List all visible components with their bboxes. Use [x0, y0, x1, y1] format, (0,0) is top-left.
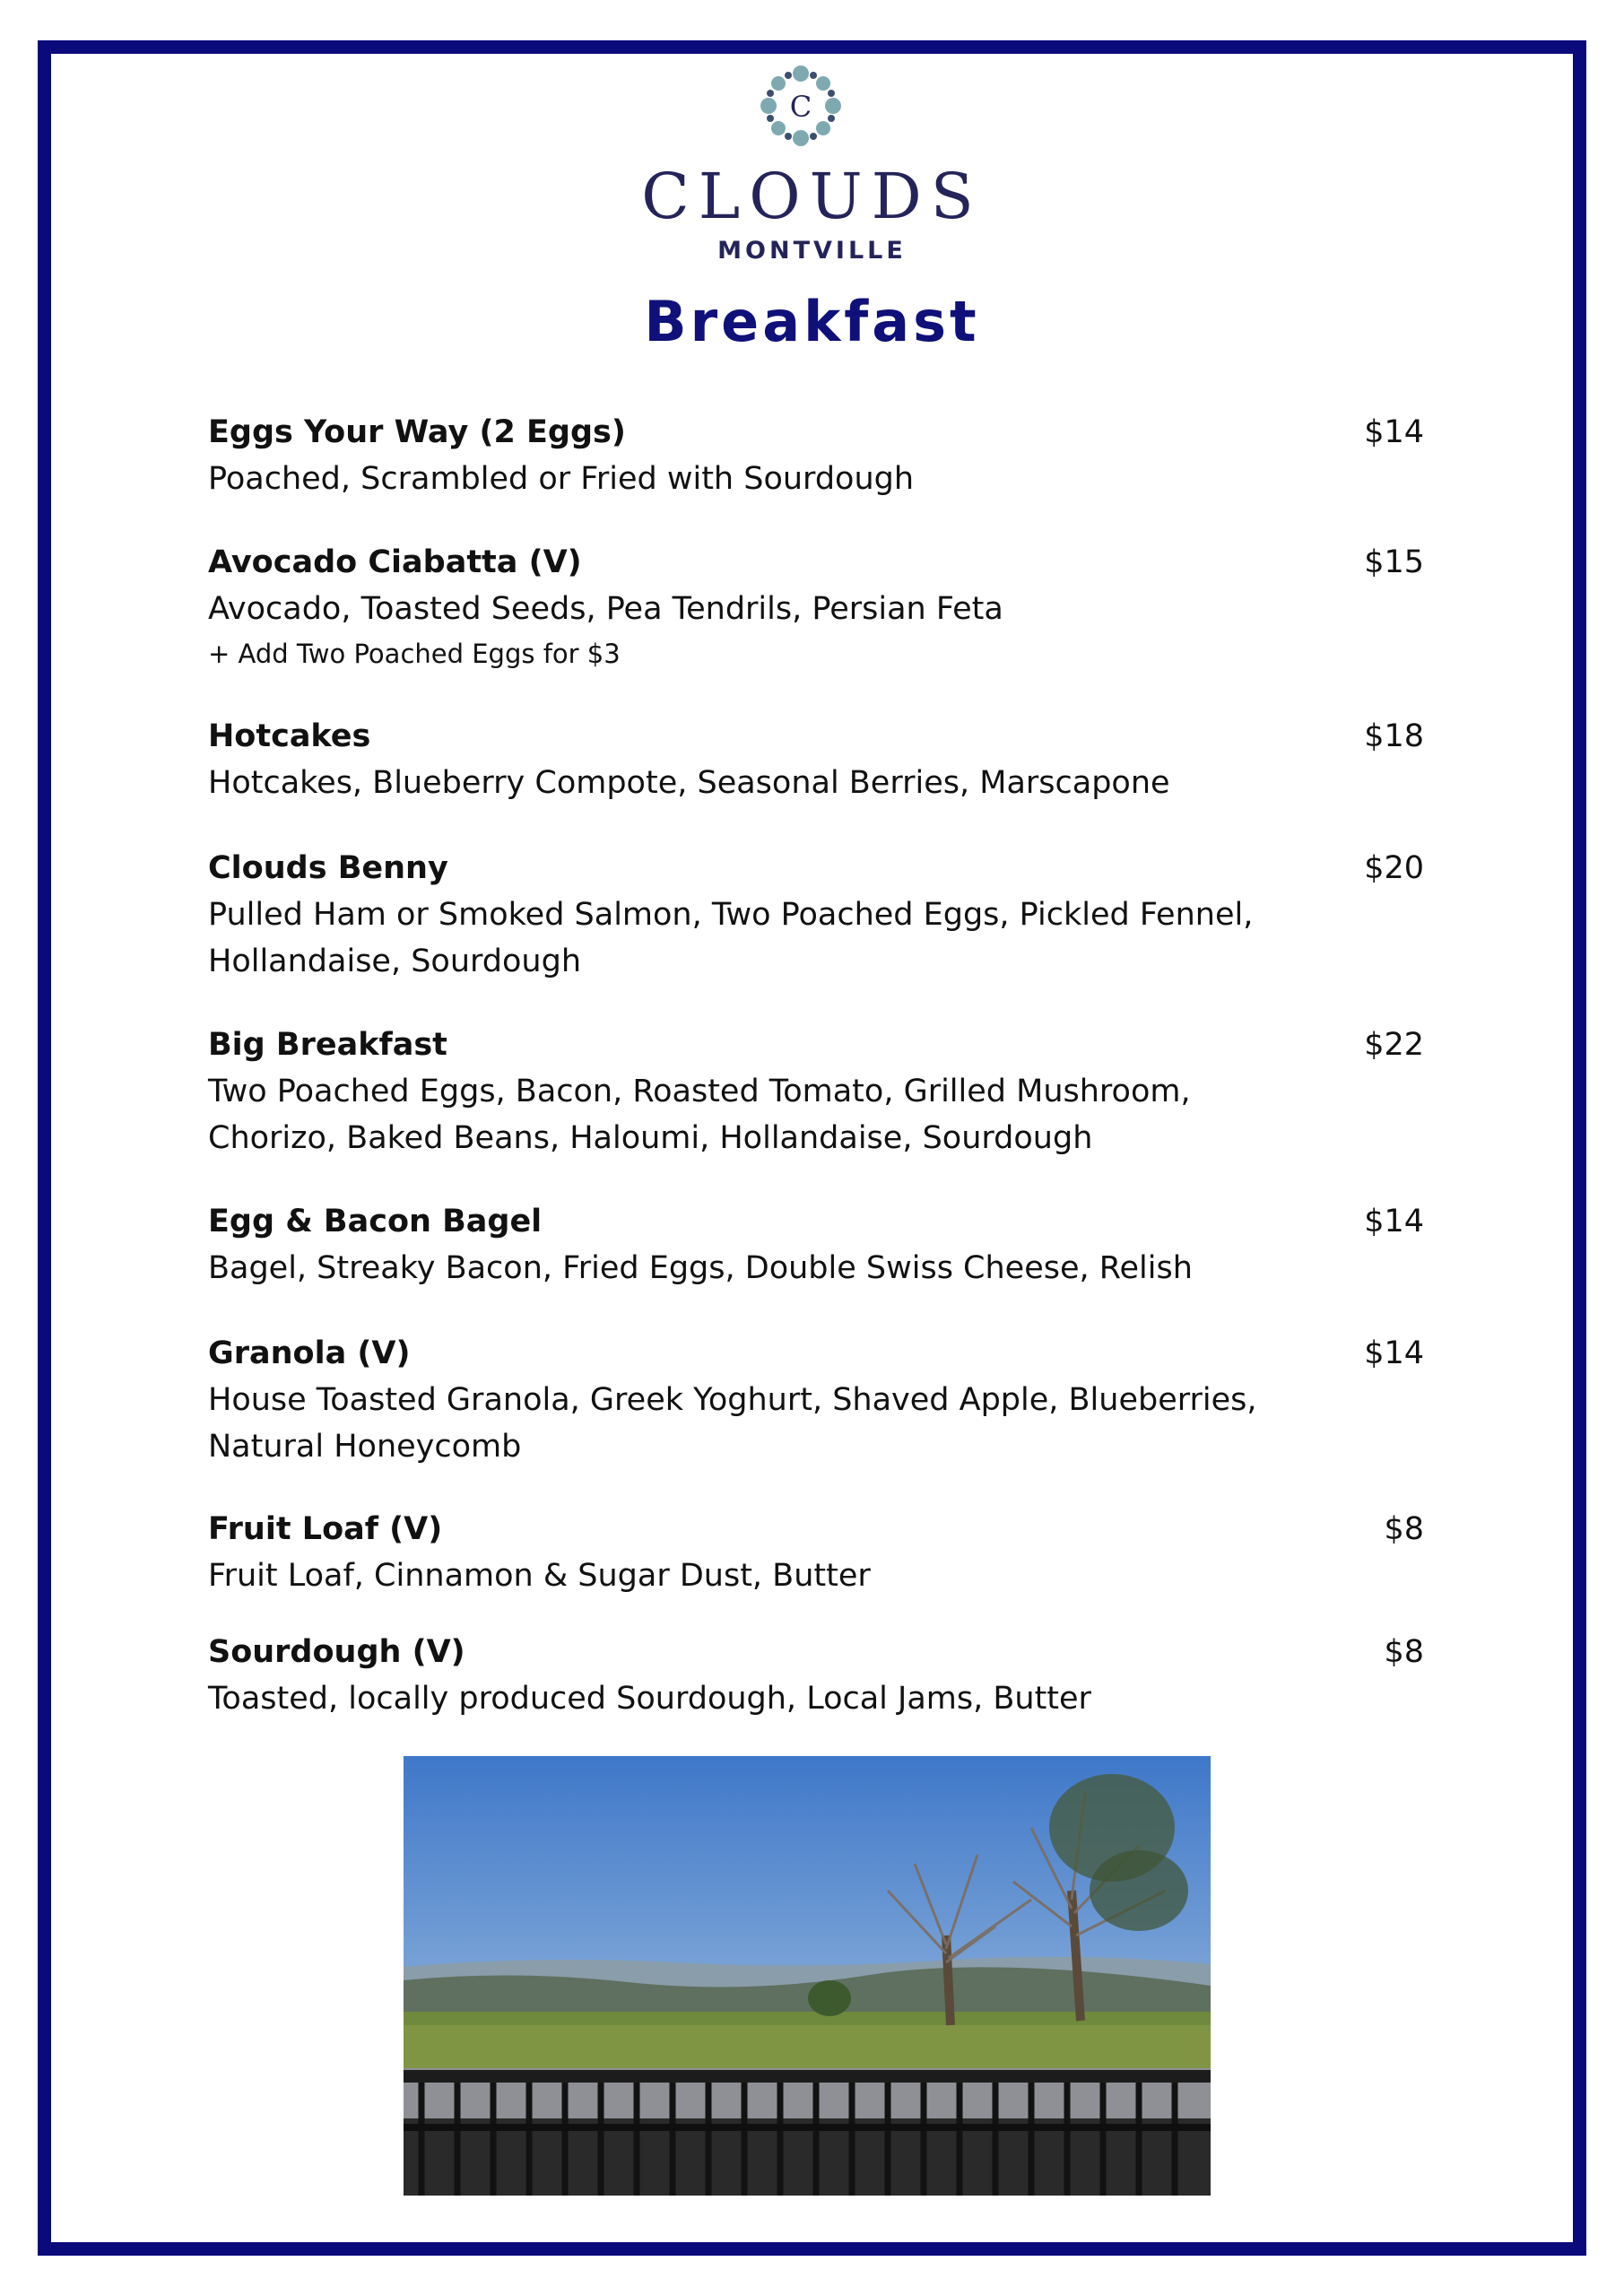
brand-name: CLOUDS — [641, 160, 983, 233]
item-description: Toasted, locally produced Sourdough, Local Jams, Butter — [208, 1681, 1091, 1717]
item-price: $18 — [1364, 718, 1424, 754]
menu-item-sourdough — [208, 1629, 1424, 1722]
brand-location: MONTVILLE — [717, 237, 907, 265]
item-price: $8 — [1384, 1511, 1424, 1547]
item-description: Fruit Loaf, Cinnamon & Sugar Dust, Butter — [208, 1558, 871, 1594]
item-description: Avocado, Toasted Seeds, Pea Tendrils, Persian Feta — [208, 591, 1003, 627]
item-name: Fruit Loaf (V) — [208, 1511, 443, 1547]
item-price: $14 — [1364, 414, 1424, 450]
menu-item-granola — [208, 1330, 1424, 1470]
item-description: House Toasted Granola, Greek Yoghurt, Shaved Apple, Blueberries, — [208, 1382, 1257, 1418]
item-description: Chorizo, Baked Beans, Haloumi, Hollandaise, Sourdough — [208, 1120, 1093, 1156]
item-name: Eggs Your Way (2 Eggs) — [208, 414, 626, 450]
item-name: Avocado Ciabatta (V) — [208, 544, 582, 580]
item-description: Hollandaise, Sourdough — [208, 944, 582, 979]
item-price: $14 — [1364, 1335, 1424, 1371]
item-name: Egg & Bacon Bagel — [208, 1204, 543, 1239]
menu-item-big-breakfast — [208, 1022, 1424, 1161]
item-description: Natural Honeycomb — [208, 1429, 522, 1465]
item-addon-note: + Add Two Poached Eggs for $3 — [208, 639, 621, 669]
item-name: Hotcakes — [208, 718, 371, 754]
item-price: $15 — [1364, 544, 1424, 580]
clouds-logo — [758, 63, 844, 149]
item-name: Granola (V) — [208, 1335, 411, 1371]
menu-item-eggs-your-way — [208, 409, 1424, 502]
menu-item-avocado-ciabatta — [208, 539, 1424, 674]
menu-item-hotcakes — [208, 713, 1424, 806]
item-price: $20 — [1364, 850, 1424, 886]
item-price: $22 — [1364, 1027, 1424, 1063]
item-name: Sourdough (V) — [208, 1634, 465, 1670]
item-description: Bagel, Streaky Bacon, Fried Eggs, Double Swiss Cheese, Relish — [208, 1250, 1193, 1286]
scenic-view-photo — [404, 1756, 1211, 2196]
item-name: Big Breakfast — [208, 1027, 447, 1063]
logo-letter: C — [789, 90, 812, 124]
menu-title: Breakfast — [644, 289, 980, 354]
menu-item-clouds-benny — [208, 845, 1424, 985]
item-description: Two Poached Eggs, Bacon, Roasted Tomato, Grilled Mushroom, — [208, 1074, 1191, 1109]
item-price: $8 — [1384, 1634, 1424, 1670]
item-price: $14 — [1364, 1204, 1424, 1239]
item-name: Clouds Benny — [208, 850, 448, 886]
menu-item-egg-bacon-bagel — [208, 1198, 1424, 1292]
item-description: Pulled Ham or Smoked Salmon, Two Poached Eggs, Pickled Fennel, — [208, 897, 1254, 933]
menu-item-fruit-loaf — [208, 1506, 1424, 1599]
item-description: Poached, Scrambled or Fried with Sourdough — [208, 461, 915, 497]
item-description: Hotcakes, Blueberry Compote, Seasonal Berries, Marscapone — [208, 765, 1170, 801]
